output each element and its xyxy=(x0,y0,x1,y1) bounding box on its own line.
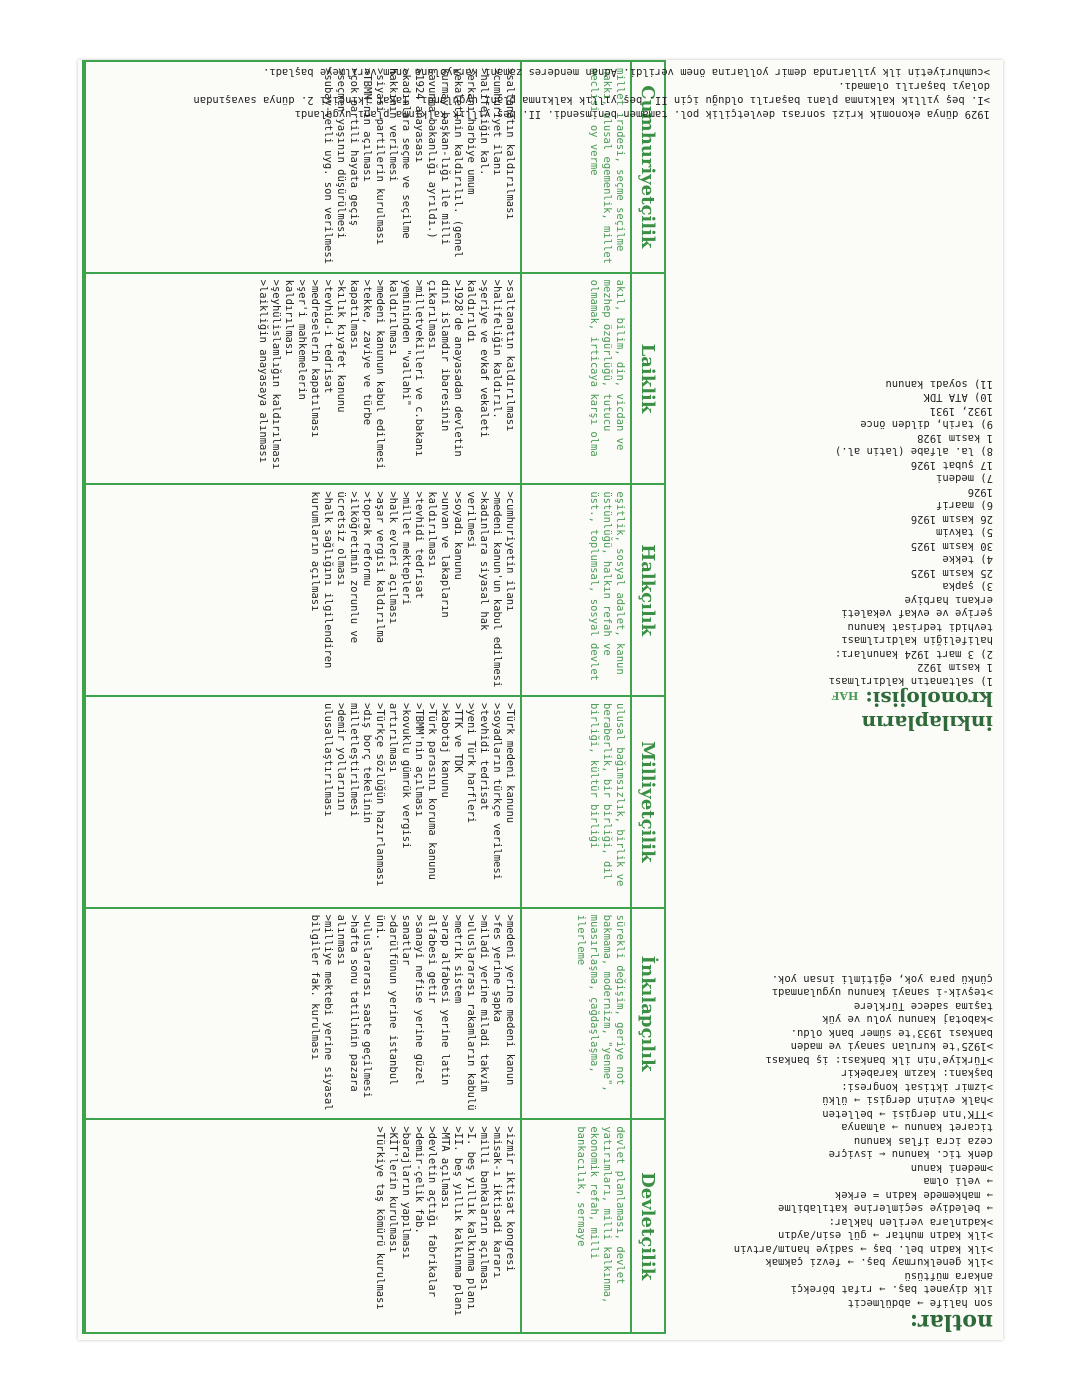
chronology-item: 1932, 1931 xyxy=(929,405,993,417)
definition-cell: eşitlik, sosyal adalet, kanun üstünlüğü, halkın refah ve üst., toplumsal, sosyal devlet xyxy=(520,485,630,697)
detail-cell: >medeni yerine medeni kanun >fes yerine şapka >miladi yerine miladi takvim >uluslararası rakamların kabulü >metrik sistem >arap alfabesi yerine latin alfabesi getir >sanayi nefise yerine güzel sanatlar >darülfünun yerine istanbul üni. >uluslararası saate geçilmesi >hafta sonu tatilinin pazara alınması >milliye mektebi yerine siyasal bilgiler fak. kurulması xyxy=(84,909,520,1121)
note-item: >ilk kadın bel. baş → sadiye hanım/artvin xyxy=(733,1243,993,1255)
notlar-section xyxy=(733,972,993,1336)
note-item: → veli olma xyxy=(923,1175,993,1188)
note-item: >ilk kadın muhtar → gül esin/aydın xyxy=(778,1229,993,1242)
header-cumhuriyetcilik: Cumhuriyetçilik xyxy=(630,62,664,274)
chronology-item: 11) soyadı kanunu xyxy=(885,378,993,390)
chronology-item: 7) medeni xyxy=(936,472,993,485)
chronology-item: 1 kasım 1928 xyxy=(917,432,993,444)
header-devletcilik: Devletçilik xyxy=(630,1120,664,1332)
chronology-item: halifeliğin kaldırılması xyxy=(841,634,993,647)
notebook-page xyxy=(78,60,1003,1340)
chronology-item: 1926 xyxy=(967,486,993,498)
chronology-item: 26 kasım 1926 xyxy=(910,513,993,525)
definition-cell: ulusal bağımsızlık, birlik ve beraberlik, bir birliği, dil birliği, kültür birliği xyxy=(520,697,630,909)
chronology-item: 8) la. alfabe (latin al.) xyxy=(834,445,993,458)
header-inkilapcilik: İnkılapçılık xyxy=(630,909,664,1121)
chronology-item: 3) şapka xyxy=(942,580,993,593)
note-item: >1925'te kurulan sanayi ve maden xyxy=(790,1040,993,1053)
note-line: >cumhuriyetin ilk yıllarında demir yollarına önem verildi. Adnan menderes zamanı karayoluna önem verilmeye başladı. xyxy=(263,66,990,78)
detail-cell: >saltanatın kaldırılması >halifeliğin kaldırıl. >şeriye ve evkaf vekaleti kaldırıldı >1928'de anayasadan devletin dini islamdır ibaresinin çıkarılması >milletvekilleri ve c.bakanı yemininden "vallahi" kaldırılması >medeni kanunun kabul edilmesi >tekke, zaviye ve türbe kapatılması >kılık kıyafet kanunu >tevhid-i tedrisat >medreselerin kapatılması >şer'i mahkemelerin kaldırılması >şeyhülislamlığın kaldırılması >laikliğin anayasaya alınması xyxy=(84,274,520,486)
note-item: → belediye seçimlerine katılabilme xyxy=(778,1202,993,1215)
detail-cell: >izmir iktisat kongresi >misak-ı iktisadi kararı >milli bankaların açılması >I. beş yıllık kalkınma planı >II. beş yıllık kalkınma planı >MTA açılması >devletin açtığı fabrikalar >demir-çelik fab. >barajların yapılması >KİT'lerin kurulması >Türkiye taş kömürü kurulması xyxy=(84,1120,520,1332)
chronology-item: 4) tekke xyxy=(942,553,993,566)
note-item: → mahkemede kadın = erkek xyxy=(834,1189,993,1201)
chronology-title: inkılapların kronolojisi: HAF xyxy=(831,687,993,735)
note-item: >kadınlara verilen haklar: xyxy=(828,1216,993,1228)
chronology-item: 9) tarih, dilden önce xyxy=(860,418,993,431)
chronology-item: 1) saltanatın kaldırılması xyxy=(828,675,993,687)
note-item: bankası 1933'te sümer bank oldu. xyxy=(790,1027,993,1039)
chronology-item: 10) ATA TDK xyxy=(923,391,993,404)
note-item: >Türkiye'nin ilk bankası: iş bankası xyxy=(765,1054,993,1066)
header-halkcilik: Halkçılık xyxy=(630,485,664,697)
definition-cell: sürekli değişim, geriye not bakmama, modernizm, "yenme", muasırlaşma, çağdaşlaşma, ilerleme xyxy=(520,909,630,1121)
chronology-item: 25 kasım 1925 xyxy=(910,567,993,579)
chronology-item: 1 kasım 1922 xyxy=(917,661,993,674)
note-item: taşıma sadece Türklere xyxy=(853,1000,993,1012)
note-item: >izmir iktisat kongresi: xyxy=(841,1081,993,1093)
chronology-tag: HAF xyxy=(831,689,859,702)
header-milliyetcilik: Milliyetçilik xyxy=(630,697,664,909)
note-item: ilk diyanet baş. → rıfat börekçi xyxy=(790,1283,993,1296)
note-item: denk tic. kanunu ← isviçre xyxy=(828,1148,993,1161)
header-laiklik: Laiklik xyxy=(630,274,664,486)
note-item: >kabotaj kanunu yolu ve yük xyxy=(822,1013,993,1026)
detail-cell: >cumhuriyetin ilanı >medeni kanun'un kabul edilmesi >kadınlara siyasal hak verilmesi >soyadı kanunu >unvan ve lakapların kaldırılması >tevhidi tedrisat >millet mektepleri >halk evleri açılması >aşar vergisi kaldırılma >toprak reformu >ilköğretimin zorunlu ve ücretsiz olması >halk sağlığını ilgilendiren kurumların açılması xyxy=(84,485,520,697)
note-item: başkanı: kazım karabekir xyxy=(841,1067,993,1080)
chronology-item: erkanı harbiye xyxy=(904,594,993,606)
top-notes-visible xyxy=(150,65,990,121)
note-item: ticaret kanunu → almanya xyxy=(841,1121,993,1134)
note-item: ceza icra iflas kanunu xyxy=(853,1135,993,1147)
rotated-content xyxy=(78,60,678,1340)
chronology-item: tevhidi tedrisat kanunu xyxy=(847,621,993,633)
chronology-item: 17 şubat 1926 xyxy=(910,459,993,471)
note-item: >teşvik-i sanayi kanunu uygulanmadı xyxy=(771,986,993,999)
side-notes xyxy=(733,145,998,1335)
definition-cell: millet iradesi, seçme seçilme hakkı, ulusal egemenlik, millet meclisi, oy verme xyxy=(520,62,630,274)
note-item: >halk evinin dergisi → ülkü xyxy=(822,1094,993,1107)
chronology-item: 2) 3 mart 1924 kanunları: xyxy=(834,648,993,660)
chronology-item: 5) takvim xyxy=(936,526,993,539)
detail-cell: >saltanatın kaldırılması >cumhuriyet ilanı >halifeliğin kal. >erkanı harbiye umum vekaletinin kaldırılıl. (genel kurmay başkan-lığı ile milli savunma bakanlığı ayrıldı.) >1924 anayasası >kadınlara seçme ve seçilme hakkının verilmesi >siyasi partilerin kurulması >TBMM'nin açılması >çok partili hayata geçiş >seçmen yaşının düşürülmesi >subay-vetli uyg. son verilmesi xyxy=(84,62,520,274)
note-item: >TTK'nın dergisi → belleten xyxy=(822,1108,993,1120)
chronology-item: 30 kasım 1925 xyxy=(910,540,993,552)
note-line: >I. beş yıllık kalkınma planı başarılı olduğu için II. beş yıllık kalkınma planı uygulandı. fakat ikincisi 2. dünya savaşından dolayı başarılı olamadı. xyxy=(193,80,990,106)
chronology-item: şeriye ve evkaf vekaleti xyxy=(841,607,993,620)
chronology-item: 6) maarif xyxy=(936,499,993,512)
definition-cell: akıl, bilim, din, vicdan ve mezhep özgürlüğü, tutucu olmamak, irticaya karşı olma xyxy=(520,274,630,486)
note-line: 1929 dünya ekonomik krizi sonrası devletçilik pol. tamamen benimsendi. II. beş yıllık kalkınma planı uygulandı xyxy=(294,108,990,120)
chronology-section xyxy=(753,377,993,736)
note-item: çünkü para yok, eğitimli insan yok. xyxy=(771,973,993,985)
notlar-title: notlar: xyxy=(909,1309,993,1335)
note-item: son halife → abdülmecit xyxy=(847,1297,993,1309)
note-item: >medeni kanun xyxy=(910,1162,993,1174)
principles-table xyxy=(82,60,666,1334)
note-item: >ilk genelkurmay baş. → fevzi çakmak xyxy=(765,1256,993,1269)
note-item: ankara müftüsü xyxy=(904,1270,993,1282)
detail-cell: >Türk medeni kanunu >soyadların türkçe verilmesi >tevhidi tedrisat >yeni Türk harfleri >TTK ve TDK >kabotaj kanunu >Türk parasını koruma kanunu >TBMM'nin açılması >kovuklu gümrük vergisi artırılması >Türkçe sözlüğün hazırlanması >dış borç tekelinin milletleştirilmesi >demir yollarının ulusallaştırılması xyxy=(84,697,520,909)
definition-cell: devlet planlaması, devlet yatırımları, milli kalkınma, ekonomik refah, milli bankacılık, sermaye xyxy=(520,1120,630,1332)
